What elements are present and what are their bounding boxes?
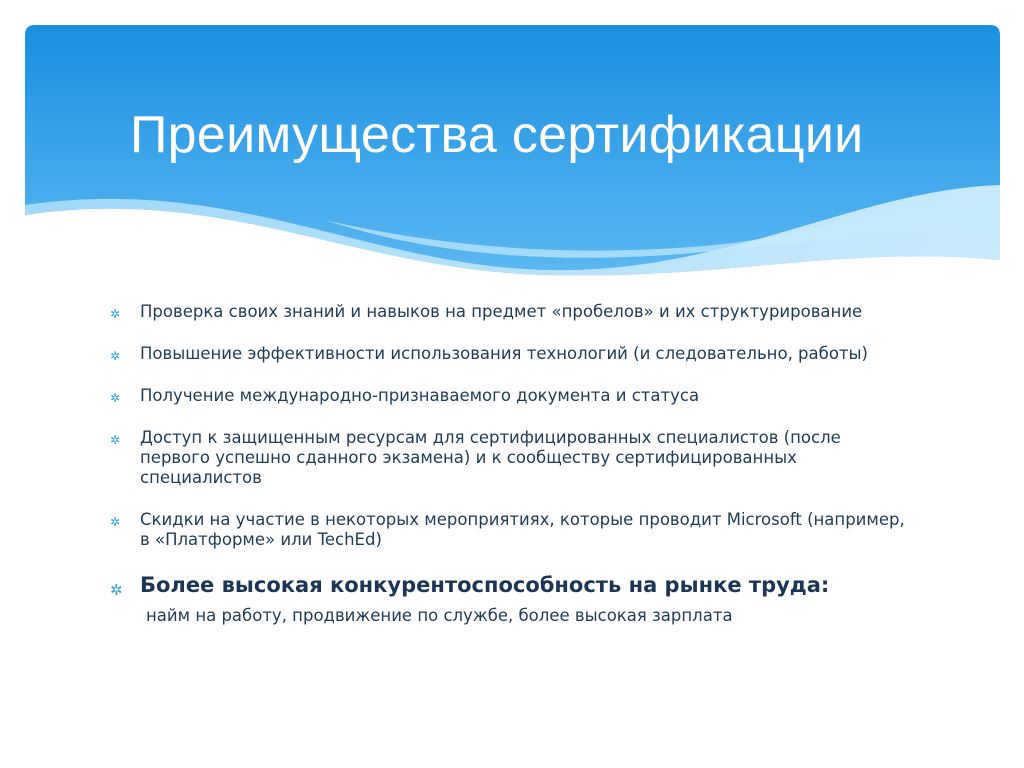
- list-item: [110, 428, 910, 488]
- highlight-item: [110, 572, 910, 598]
- slide-title: Преимущества сертификации: [130, 106, 864, 164]
- list-item-text: Повышение эффективности использования технологий (и следовательно, работы): [140, 344, 868, 363]
- bullet-list: [110, 302, 910, 626]
- asterisk-bullet-icon: ✲: [110, 581, 123, 599]
- asterisk-bullet-icon: ✲: [110, 307, 121, 321]
- title-banner: [25, 25, 1000, 285]
- asterisk-bullet-icon: ✲: [110, 391, 121, 405]
- highlight-subtext: найм на работу, продвижение по службе, более высокая зарплата: [146, 606, 733, 625]
- list-item-text: Проверка своих знаний и навыков на предмет «пробелов» и их структурирование: [140, 302, 863, 321]
- list-item-text: Скидки на участие в некоторых мероприятиях, которые проводит Microsoft (например, в «Платформе» или TechEd): [140, 510, 905, 549]
- asterisk-bullet-icon: ✲: [110, 349, 121, 363]
- list-item: [110, 344, 910, 364]
- list-item: [110, 510, 910, 550]
- highlight-text: Более высокая конкурентоспособность на рынке труда:: [140, 573, 830, 597]
- list-item: [110, 386, 910, 406]
- asterisk-bullet-icon: ✲: [110, 433, 121, 447]
- asterisk-bullet-icon: ✲: [110, 515, 121, 529]
- list-item-text: Получение международно-признаваемого документа и статуса: [140, 386, 700, 405]
- list-item-text: Доступ к защищенным ресурсам для сертифицированных специалистов (после первого успешно сданного экзамена) и к сообществу сертифицированных специалистов: [140, 428, 841, 487]
- list-item: [110, 302, 910, 322]
